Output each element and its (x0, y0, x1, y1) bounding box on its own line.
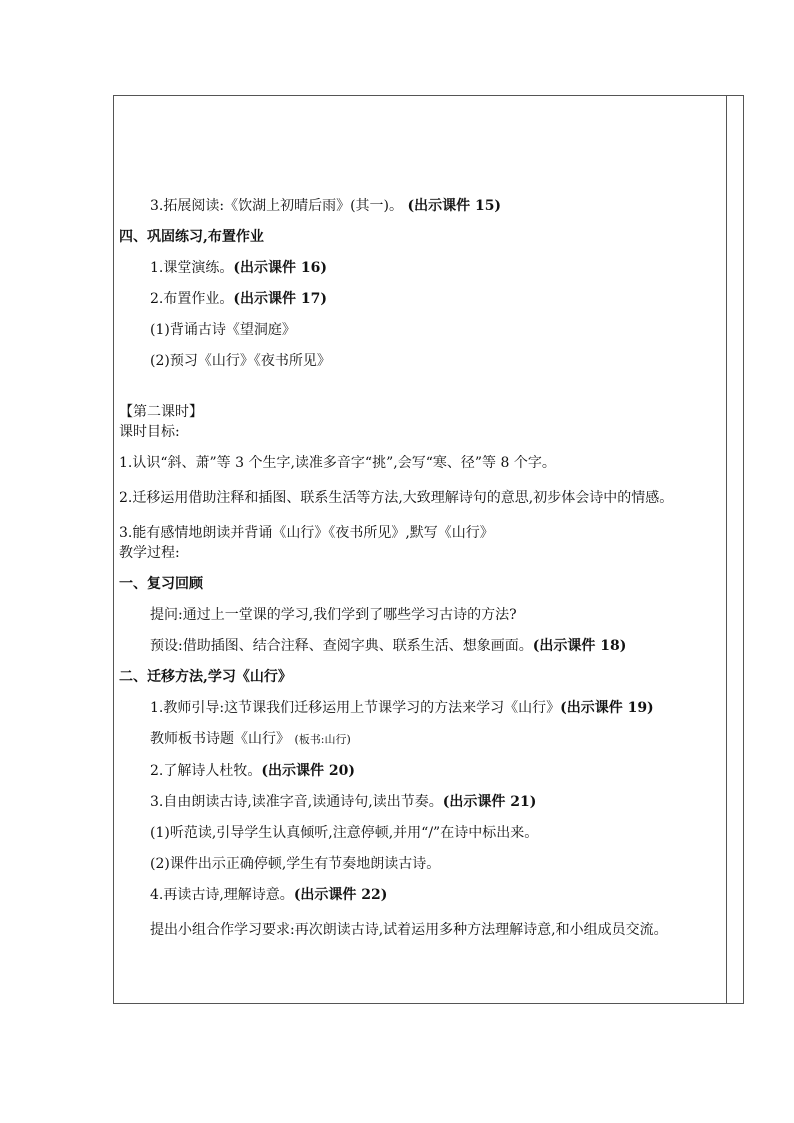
objective-item: 2.迁移运用借助注释和插图、联系生活等方法,大致理解诗句的意思,初步体会诗中的情感。 (119, 490, 674, 506)
objective-item: 1.认识“斜、萧”等 3 个生字,读准多音字“挑”,会写“寒、径”等 8 个字。 (119, 455, 556, 471)
objectives-label: 课时目标: (119, 424, 180, 440)
text-line: 1.课堂演练。(出示课件 16) (150, 260, 327, 276)
lesson-period-title: 【第二课时】 (119, 404, 203, 420)
text-line: 提出小组合作学习要求:再次朗读古诗,试着运用多种方法理解诗意,和小组成员交流。 (150, 922, 668, 938)
section-heading: 一、复习回顾 (119, 576, 203, 592)
text-line: (2)课件出示正确停顿,学生有节奏地朗读古诗。 (150, 856, 441, 872)
text-line: 2.了解诗人杜牧。(出示课件 20) (150, 763, 355, 779)
table-column-divider (726, 95, 727, 1004)
text-line: 预设:借助插图、结合注释、查阅字典、联系生活、想象画面。(出示课件 18) (150, 638, 627, 654)
text-line: 教师板书诗题《山行》 (板书:山行) (150, 731, 351, 747)
text-line: (2)预习《山行》《夜书所见》 (150, 353, 331, 369)
text-line: 3.拓展阅读:《饮湖上初晴后雨》(其一)。 (出示课件 15) (150, 198, 502, 214)
text-line: 4.再读古诗,理解诗意。(出示课件 22) (150, 887, 388, 903)
text-line: 提问:通过上一堂课的学习,我们学到了哪些学习古诗的方法? (150, 607, 517, 623)
process-label: 教学过程: (119, 545, 180, 561)
lesson-content (119, 196, 723, 944)
text-line: 1.教师引导:这节课我们迁移运用上节课学习的方法来学习《山行》(出示课件 19) (150, 700, 654, 716)
objective-item: 3.能有感情地朗读并背诵《山行》《夜书所见》,默写《山行》 (119, 525, 494, 541)
text-line: 2.布置作业。(出示课件 17) (150, 291, 327, 307)
text-line: (1)听范读,引导学生认真倾听,注意停顿,并用“/”在诗中标出来。 (150, 825, 539, 841)
section-heading: 二、迁移方法,学习《山行》 (119, 669, 292, 685)
text-line: (1)背诵古诗《望洞庭》 (150, 322, 296, 338)
text-line: 3.自由朗读古诗,读准字音,读通诗句,读出节奏。(出示课件 21) (150, 794, 537, 810)
section-heading: 四、巩固练习,布置作业 (119, 229, 264, 245)
